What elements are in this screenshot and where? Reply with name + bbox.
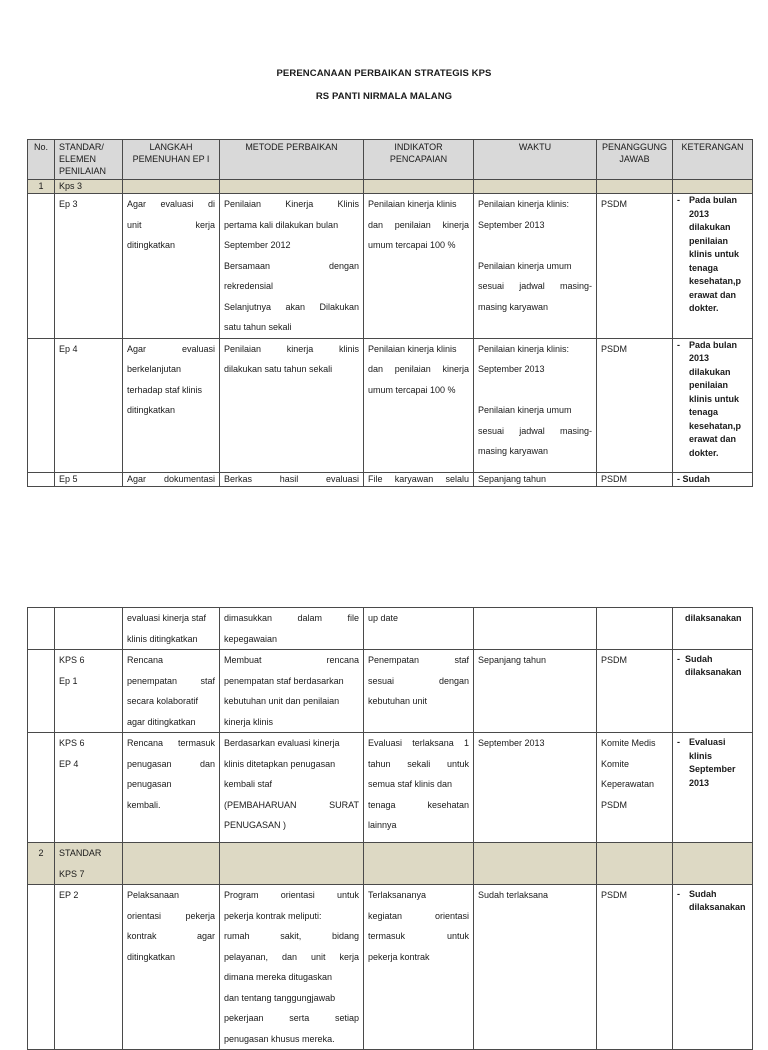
table-row-kps6-ep1: [28, 650, 753, 733]
penanggung-cell: PSDM: [597, 338, 673, 472]
indikator-cell: Penilaian kinerja klinis dan penilaian kinerja umum tercapai 100 %: [364, 194, 474, 339]
table-header-row: [28, 140, 753, 180]
metode-cell: Program orientasi untuk pekerja kontrak meliputi: rumah sakit, bidang pelayanan, dan unit kerja dimana mereka ditugaskan dan tentang tanggungjawab pekerjaan serta setiap penugasan khusus mereka.: [220, 885, 364, 1050]
keterangan-cell: - Evaluasi klinis September 2013: [673, 733, 753, 843]
keterangan-cell: - Sudah dilaksanakan: [673, 885, 753, 1050]
table-row-kps7-ep2: [28, 885, 753, 1050]
header-penanggung: PENANGGUNG JAWAB: [597, 140, 673, 180]
langkah-cell: Agar evaluasi berkelanjutan terhadap staf klinis ditingkatkan: [123, 338, 220, 472]
section-label: Kps 3: [55, 180, 123, 194]
section-number: 1: [28, 180, 55, 194]
penanggung-cell: PSDM: [597, 194, 673, 339]
keterangan-cell: - Sudah: [673, 472, 753, 486]
penanggung-cell: Komite Medis Komite Keperawatan PSDM: [597, 733, 673, 843]
keterangan-cell: - Sudah dilaksanakan: [673, 650, 753, 733]
section-label: STANDAR KPS 7: [55, 843, 123, 885]
langkah-cell: Rencana penempatan staf secara kolaboratif agar ditingkatkan: [123, 650, 220, 733]
keterangan-cell: - Pada bulan 2013 dilakukan penilaian klinis untuk tenaga kesehatan,p erawat dan dokter.: [673, 338, 753, 472]
header-indikator: INDIKATOR PENCAPAIAN: [364, 140, 474, 180]
keterangan-cell: dilaksanakan: [673, 608, 753, 650]
header-metode: METODE PERBAIKAN: [220, 140, 364, 180]
waktu-cell: Sepanjang tahun: [474, 650, 597, 733]
langkah-cell: Agar evaluasi di unit kerja ditingkatkan: [123, 194, 220, 339]
table-row-ep5: [28, 472, 753, 486]
standar-cell: Ep 5: [55, 472, 123, 486]
document-title: PERENCANAAN PERBAIKAN STRATEGIS KPS: [276, 68, 492, 79]
indikator-cell: File karyawan selalu: [364, 472, 474, 486]
waktu-cell: Sepanjang tahun: [474, 472, 597, 486]
penanggung-cell: PSDM: [597, 650, 673, 733]
header-no: No.: [28, 140, 55, 180]
standar-cell: KPS 6 Ep 1: [55, 650, 123, 733]
header-waktu: WAKTU: [474, 140, 597, 180]
standar-cell: Ep 4: [55, 338, 123, 472]
kps-table-page2: [27, 607, 753, 1050]
metode-cell: dimasukkan dalam file kepegawaian: [220, 608, 364, 650]
indikator-cell: Evaluasi terlaksana 1 tahun sekali untuk semua staf klinis dan tenaga kesehatan lainnya: [364, 733, 474, 843]
section-number: 2: [28, 843, 55, 885]
metode-cell: Membuat rencana penempatan staf berdasarkan kebutuhan unit dan penilaian kinerja klinis: [220, 650, 364, 733]
langkah-cell: Agar dokumentasi: [123, 472, 220, 486]
penanggung-cell: PSDM: [597, 885, 673, 1050]
indikator-cell: up date: [364, 608, 474, 650]
table-row-ep3: [28, 194, 753, 339]
section-row-kps3: [28, 180, 753, 194]
kps-table-page1: [27, 139, 753, 487]
standar-cell: Ep 3: [55, 194, 123, 339]
document-subtitle: RS PANTI NIRMALA MALANG: [315, 91, 453, 102]
langkah-cell: Rencana termasuk penugasan dan penugasan kembali.: [123, 733, 220, 843]
header-standar: STANDAR/ ELEMEN PENILAIAN: [55, 140, 123, 180]
indikator-cell: Penempatan staf sesuai dengan kebutuhan unit: [364, 650, 474, 733]
standar-cell: KPS 6 EP 4: [55, 733, 123, 843]
langkah-cell: Pelaksanaan orientasi pekerja kontrak agar ditingkatkan: [123, 885, 220, 1050]
waktu-cell: Penilaian kinerja klinis: September 2013 Penilaian kinerja umum sesuai jadwal masing- masing karyawan: [474, 194, 597, 339]
langkah-cell: evaluasi kinerja staf klinis ditingkatkan: [123, 608, 220, 650]
waktu-cell: Sudah terlaksana: [474, 885, 597, 1050]
metode-cell: Berkas hasil evaluasi: [220, 472, 364, 486]
header-langkah: LANGKAH PEMENUHAN EP I: [123, 140, 220, 180]
section-row-kps7: [28, 843, 753, 885]
penanggung-cell: PSDM: [597, 472, 673, 486]
waktu-cell: September 2013: [474, 733, 597, 843]
keterangan-cell: - Pada bulan 2013 dilakukan penilaian klinis untuk tenaga kesehatan,p erawat dan dokter.: [673, 194, 753, 339]
metode-cell: Penilaian kinerja klinis dilakukan satu tahun sekali: [220, 338, 364, 472]
table-row-ep5-continued: [28, 608, 753, 650]
table-row-kps6-ep4: [28, 733, 753, 843]
metode-cell: Berdasarkan evaluasi kinerja klinis ditetapkan penugasan kembali staf (PEMBAHARUAN SURAT PENUGASAN ): [220, 733, 364, 843]
indikator-cell: Terlaksananya kegiatan orientasi termasuk untuk pekerja kontrak: [364, 885, 474, 1050]
table-row-ep4: [28, 338, 753, 472]
indikator-cell: Penilaian kinerja klinis dan penilaian kinerja umum tercapai 100 %: [364, 338, 474, 472]
metode-cell: Penilaian Kinerja Klinis pertama kali dilakukan bulan September 2012 Bersamaan dengan rekredensial Selanjutnya akan Dilakukan satu tahun sekali: [220, 194, 364, 339]
standar-cell: EP 2: [55, 885, 123, 1050]
header-keterangan: KETERANGAN: [673, 140, 753, 180]
waktu-cell: Penilaian kinerja klinis: September 2013 Penilaian kinerja umum sesuai jadwal masing- masing karyawan: [474, 338, 597, 472]
